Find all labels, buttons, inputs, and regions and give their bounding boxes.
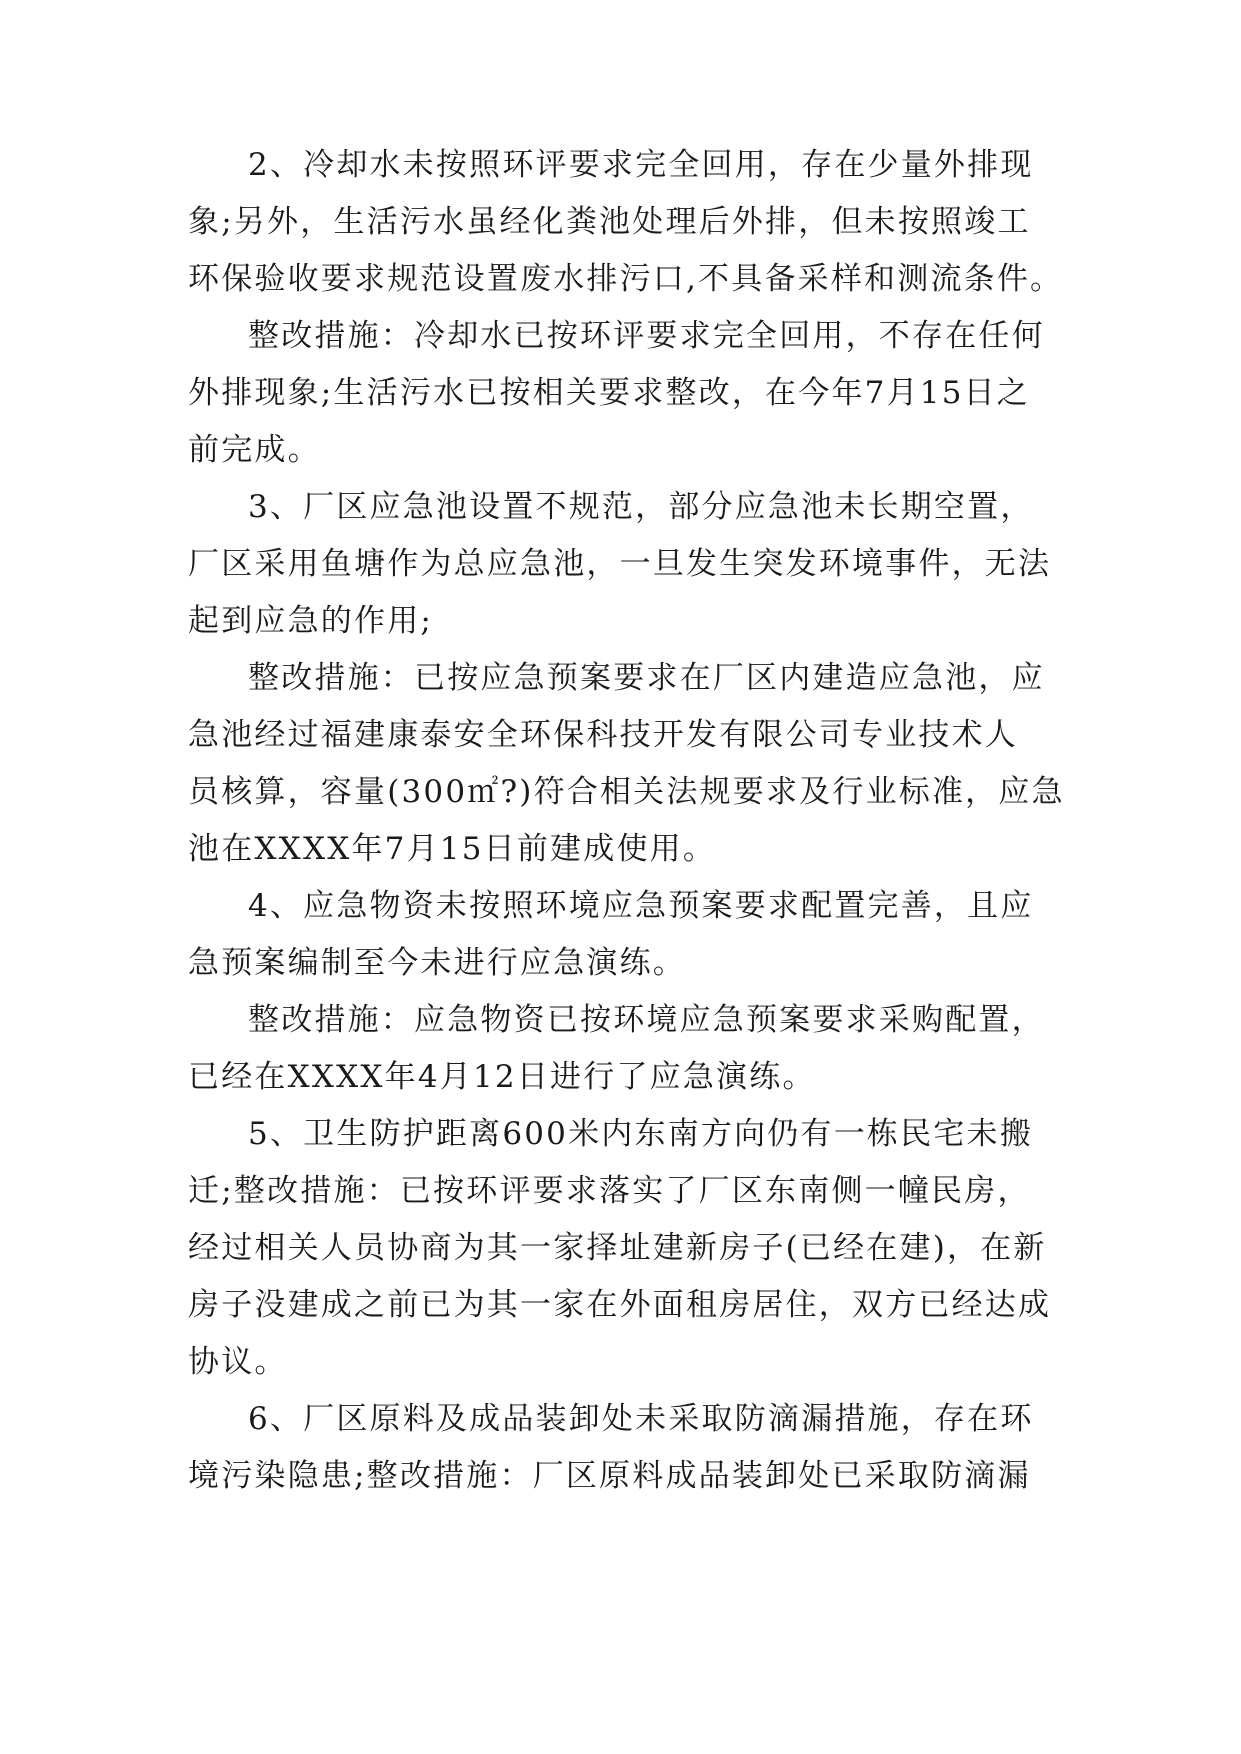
text-line: 外排现象;生活污水已按相关要求整改，在今年7月15日之 [188, 375, 1031, 411]
text-line: 整改措施：应急物资已按环境应急预案要求采购配置， [248, 1002, 1045, 1038]
text-line: 员核算，容量(300㎡?)符合相关法规要求及行业标准，应急 [188, 774, 1065, 810]
text-line: 经过相关人员协商为其一家择址建新房子(已经在建)，在新 [188, 1230, 1047, 1266]
text-line: 已经在XXXX年4月12日进行了应急演练。 [188, 1059, 816, 1095]
text-line: 起到应急的作用; [188, 603, 434, 639]
text-line: 池在XXXX年7月15日前建成使用。 [188, 831, 717, 867]
text-line: 急预案编制至今未进行应急演练。 [188, 945, 686, 981]
text-line: 厂区采用鱼塘作为总应急池，一旦发生突发环境事件，无法 [188, 546, 1052, 582]
text-line: 协议。 [188, 1344, 288, 1380]
text-line: 象;另外，生活污水虽经化粪池处理后外排，但未按照竣工 [188, 204, 1031, 240]
text-line: 6、厂区原料及成品装卸处未采取防滴漏措施，存在环 [248, 1401, 1034, 1437]
text-line: 整改措施：冷却水已按环评要求完全回用，不存在任何 [248, 318, 1045, 354]
text-line: 整改措施：已按应急预案要求在厂区内建造应急池，应 [248, 660, 1045, 696]
text-line: 前完成。 [188, 432, 321, 468]
text-line: 5、卫生防护距离600米内东南方向仍有一栋民宅未搬 [248, 1116, 1033, 1152]
text-line: 境污染隐患;整改措施：厂区原料成品装卸处已采取防滴漏 [188, 1458, 1031, 1494]
text-line: 4、应急物资未按照环境应急预案要求配置完善，且应 [248, 888, 1034, 924]
text-line: 2、冷却水未按照环评要求完全回用，存在少量外排现 [248, 147, 1034, 183]
text-line: 3、厂区应急池设置不规范，部分应急池未长期空置， [248, 489, 1034, 525]
text-line: 环保验收要求规范设置废水排污口,不具备采样和测流条件。 [188, 261, 1064, 297]
text-line: 迁;整改措施：已按环评要求落实了厂区东南侧一幢民房， [188, 1173, 1031, 1209]
text-line: 房子没建成之前已为其一家在外面租房居住，双方已经达成 [188, 1287, 1052, 1323]
text-line: 急池经过福建康泰安全环保科技开发有限公司专业技术人 [188, 717, 1018, 753]
